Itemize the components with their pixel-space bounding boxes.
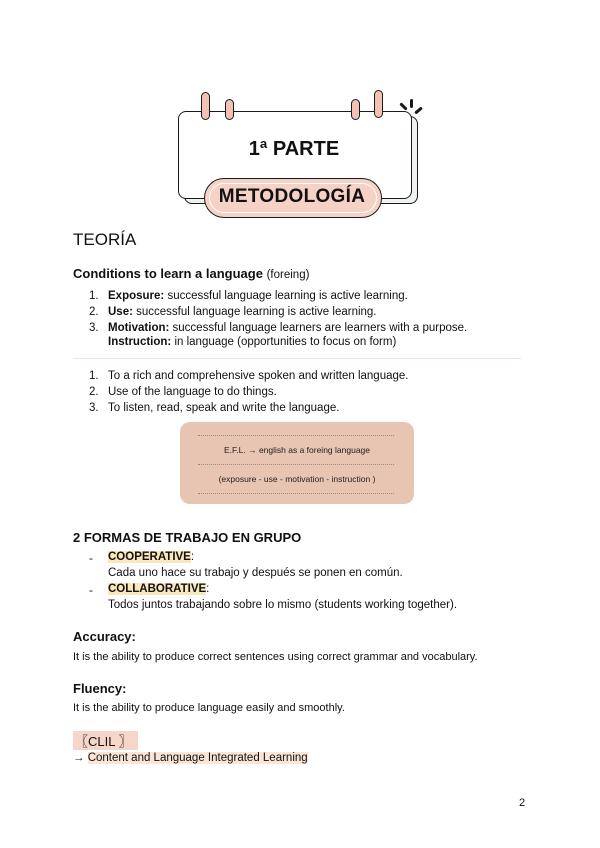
collaborative-description: Todos juntos trabajando sobre lo mismo (students working together). bbox=[108, 599, 458, 611]
conditions-title: Conditions to learn a language bbox=[73, 266, 263, 281]
binder-ring-icon bbox=[225, 99, 234, 120]
group-work-heading: 2 FORMAS DE TRABAJO EN GRUPO bbox=[73, 530, 302, 545]
binder-ring-icon bbox=[351, 99, 360, 120]
fluency-heading: Fluency: bbox=[73, 681, 127, 696]
list-item: 1. Exposure: successful language learning is active learning. bbox=[89, 290, 408, 302]
list-item: 3. To listen, read, speak and write the language. bbox=[89, 402, 340, 414]
fluency-definition: It is the ability to produce language easily and smoothly. bbox=[73, 702, 345, 714]
section-badge-label: METODOLOGÍA bbox=[218, 186, 366, 207]
section-divider bbox=[73, 358, 521, 359]
conditions-note: (foreing) bbox=[266, 269, 310, 281]
list-item: 3. Motivation: successful language learners are learners with a purpose. bbox=[89, 322, 468, 334]
group-item-bullet: - bbox=[89, 583, 93, 597]
group-item-bullet: - bbox=[89, 551, 93, 565]
accuracy-heading: Accuracy: bbox=[73, 629, 136, 644]
sparkle-icon bbox=[414, 106, 423, 114]
sparkle-icon bbox=[410, 99, 413, 108]
binder-ring-icon bbox=[374, 90, 383, 118]
list-item: 2. Use: successful language learning is active learning. bbox=[89, 306, 377, 318]
note-box bbox=[180, 422, 414, 504]
sparkle-icon bbox=[399, 102, 407, 110]
arrow-right-icon: → bbox=[73, 752, 85, 764]
collaborative-label: COLLABORATIVE: bbox=[108, 583, 210, 595]
title-card bbox=[170, 86, 440, 221]
accuracy-definition: It is the ability to produce correct sentences using correct grammar and vocabulary. bbox=[73, 651, 478, 663]
conditions-subheading bbox=[73, 266, 309, 281]
conditions-summary-note: (exposure - use - motivation - instruction ) bbox=[218, 474, 376, 484]
binder-ring-icon bbox=[201, 92, 210, 120]
clil-label: 〖CLIL 〗 bbox=[73, 731, 138, 750]
efl-note: E.F.L. → english as a foreing language bbox=[223, 445, 370, 455]
cooperative-label: COOPERATIVE: bbox=[108, 551, 195, 563]
list-item: 1. To a rich and comprehensive spoken and written language. bbox=[89, 370, 409, 382]
clil-definition: → Content and Language Integrated Learning bbox=[73, 752, 308, 764]
cooperative-description: Cada uno hace su trabajo y después se ponen en común. bbox=[108, 567, 403, 579]
instruction-line: Instruction: in language (opportunities to focus on form) bbox=[108, 336, 397, 348]
teoria-heading: TEORÍA bbox=[73, 230, 137, 249]
page-number: 2 bbox=[519, 797, 526, 809]
list-item: 2. Use of the language to do things. bbox=[89, 386, 277, 398]
part-title: 1ª PARTE bbox=[248, 138, 340, 160]
